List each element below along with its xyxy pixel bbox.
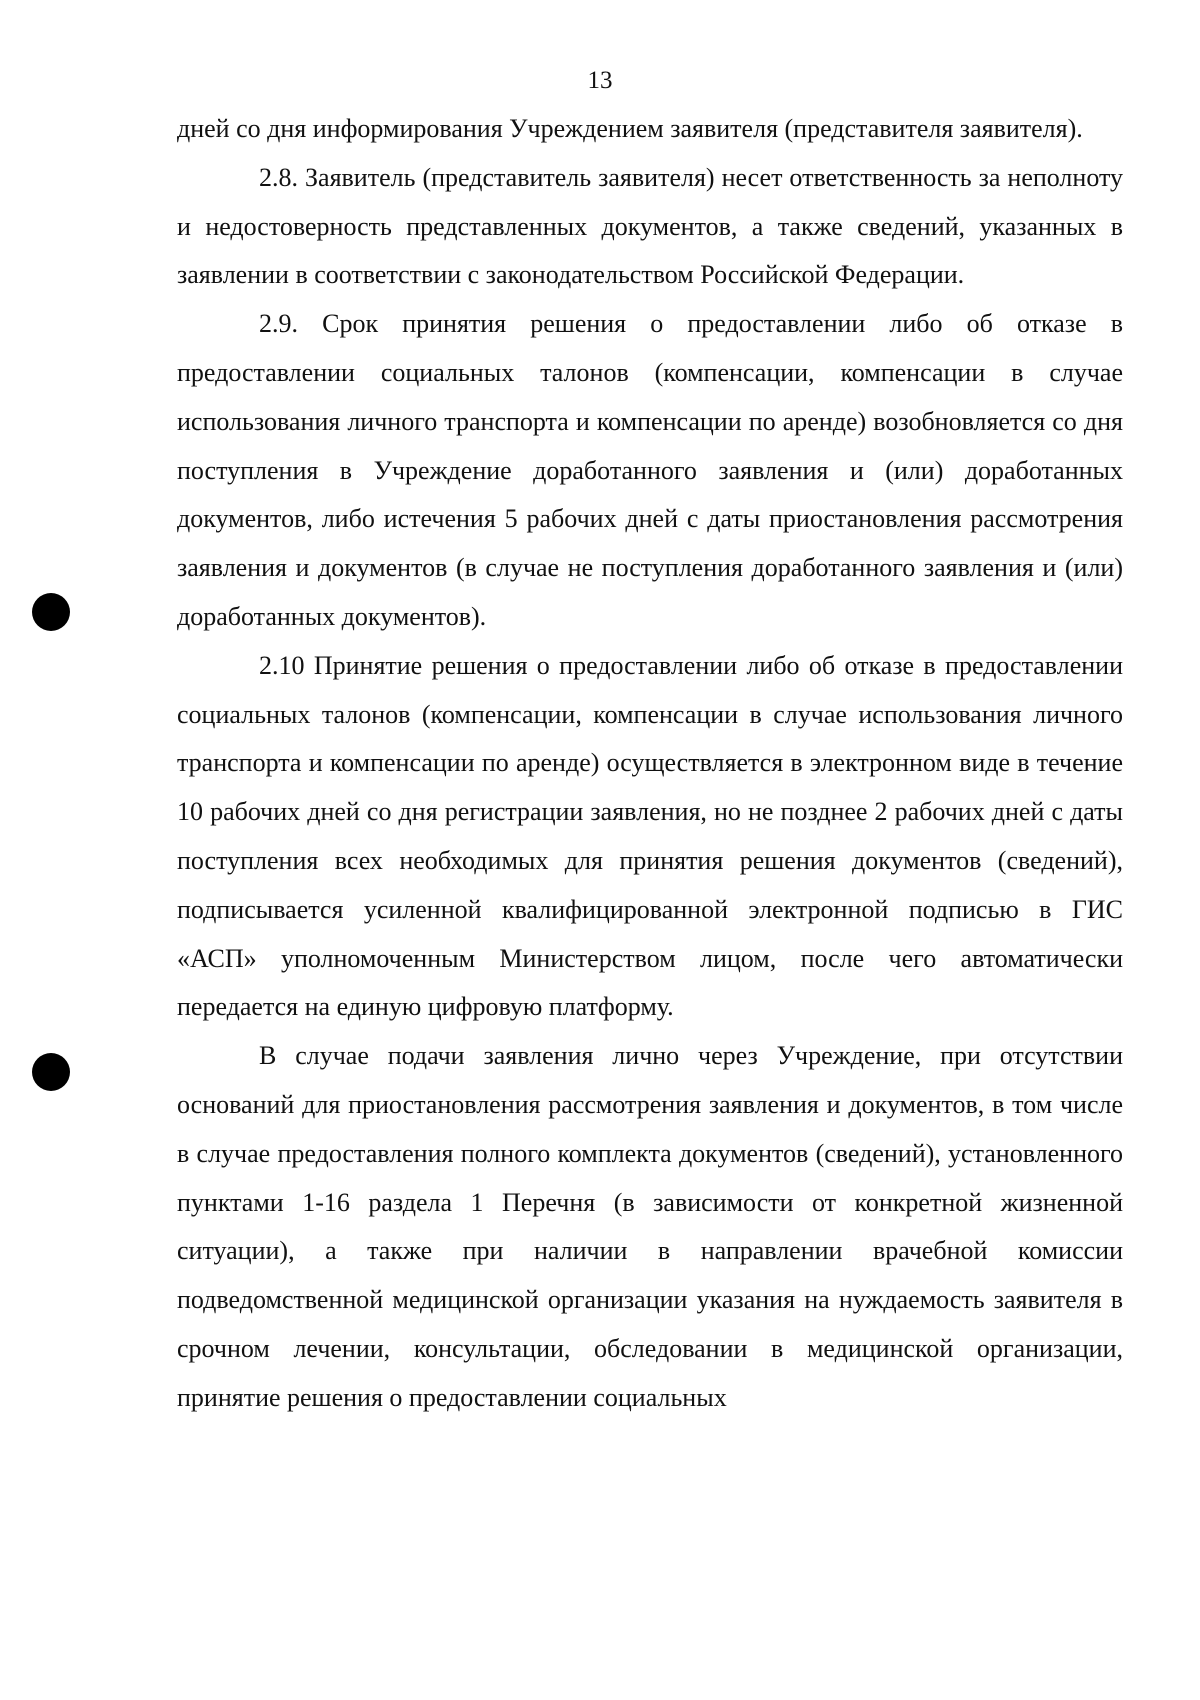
punch-hole-mark: [32, 593, 70, 631]
paragraph-clause-2-8: 2.8. Заявитель (представитель заявителя) несет ответственность за неполноту и недостоверность представленных документов, а также сведений, указанных в заявлении в соответствии с законодательством Российской Федерации.: [177, 162, 1123, 290]
document-body: [177, 105, 1123, 1423]
paragraph-clause-2-9: 2.9. Срок принятия решения о предоставлении либо об отказе в предоставлении социальных талонов (компенсации, компенсации в случае использования личного транспорта и компенсации по аренде) возобновляется со дня поступления в Учреждение доработанного заявления и (или) доработанных документов, либо истечения 5 рабочих дней с даты приостановления рассмотрения заявления и документов (в случае не поступления доработанного заявления и (или) доработанных документов).: [177, 309, 1123, 631]
page-number: 13: [587, 67, 613, 94]
punch-hole-mark: [32, 1053, 70, 1091]
paragraph-clause-2-10: 2.10 Принятие решения о предоставлении либо об отказе в предоставлении социальных талонов (компенсации, компенсации в случае использования личного транспорта и компенсации по аренде) осуществляется в электронном виде в течение 10 рабочих дней со дня регистрации заявления, но не позднее 2 рабочих дней с даты поступления всех необходимых для принятия решения документов (сведений), подписывается усиленной квалифицированной электронной подписью в ГИС «АСП» уполномоченным Министерством лицом, после чего автоматически передается на единую цифровую платформу.: [177, 650, 1123, 1022]
paragraph-personal-submission: В случае подачи заявления лично через Учреждение, при отсутствии оснований для приостановления рассмотрения заявления и документов, в том числе в случае предоставления полного комплекта документов (сведений), установленного пунктами 1-16 раздела 1 Перечня (в зависимости от конкретной жизненной ситуации), а также при наличии в направлении врачебной комиссии подведомственной медицинской организации указания на нуждаемость заявителя в срочном лечении, консультации, обследовании в медицинской организации, принятие решения о предоставлении социальных: [177, 1041, 1123, 1412]
paragraph-continuation: дней со дня информирования Учреждением заявителя (представителя заявителя).: [177, 114, 1083, 143]
